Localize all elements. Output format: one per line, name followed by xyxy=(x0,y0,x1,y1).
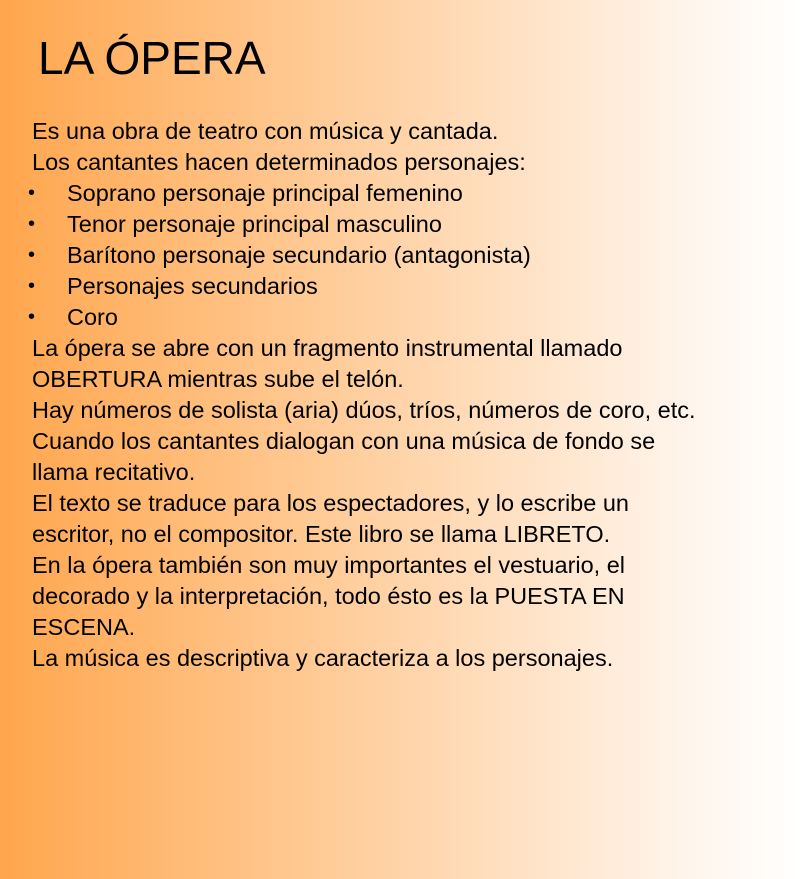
body-line: La música es descriptiva y caracteriza a los personajes. xyxy=(32,645,614,671)
body-line: En la ópera también son muy importantes el vestuario, el xyxy=(32,552,626,578)
character-label: Personajes secundarios xyxy=(67,273,318,299)
character-label: Barítono personaje secundario (antagonista) xyxy=(67,242,531,268)
bullet-icon: • xyxy=(28,306,36,328)
slide-content xyxy=(0,116,800,674)
character-list-item xyxy=(0,240,800,271)
body-line: OBERTURA mientras sube el telón. xyxy=(32,366,404,392)
body-line: Hay números de solista (aria) dúos, tríos, números de coro, etc. xyxy=(32,397,696,423)
body-line: ESCENA. xyxy=(32,614,136,640)
character-list-item xyxy=(0,271,800,302)
bullet-icon: • xyxy=(28,275,36,297)
bullet-icon: • xyxy=(28,213,36,235)
intro-line: Es una obra de teatro con música y cantada. xyxy=(32,118,499,144)
character-list xyxy=(0,178,800,333)
slide-title: LA ÓPERA xyxy=(38,32,266,84)
character-label: Soprano personaje principal femenino xyxy=(67,180,463,206)
body-line: llama recitativo. xyxy=(32,459,196,485)
body-line: escritor, no el compositor. Este libro se llama LIBRETO. xyxy=(32,521,611,547)
character-list-item xyxy=(0,178,800,209)
body-line: decorado y la interpretación, todo ésto es la PUESTA EN xyxy=(32,583,625,609)
intro-line: Los cantantes hacen determinados personajes: xyxy=(32,149,526,175)
character-label: Coro xyxy=(67,304,118,330)
bullet-icon: • xyxy=(28,244,36,266)
character-label: Tenor personaje principal masculino xyxy=(67,211,442,237)
body-line: La ópera se abre con un fragmento instrumental llamado xyxy=(32,335,623,361)
character-list-item xyxy=(0,302,800,333)
character-list-item xyxy=(0,209,800,240)
body-line: El texto se traduce para los espectadores, y lo escribe un xyxy=(32,490,629,516)
body-line: Cuando los cantantes dialogan con una música de fondo se xyxy=(32,428,656,454)
bullet-icon: • xyxy=(28,182,36,204)
